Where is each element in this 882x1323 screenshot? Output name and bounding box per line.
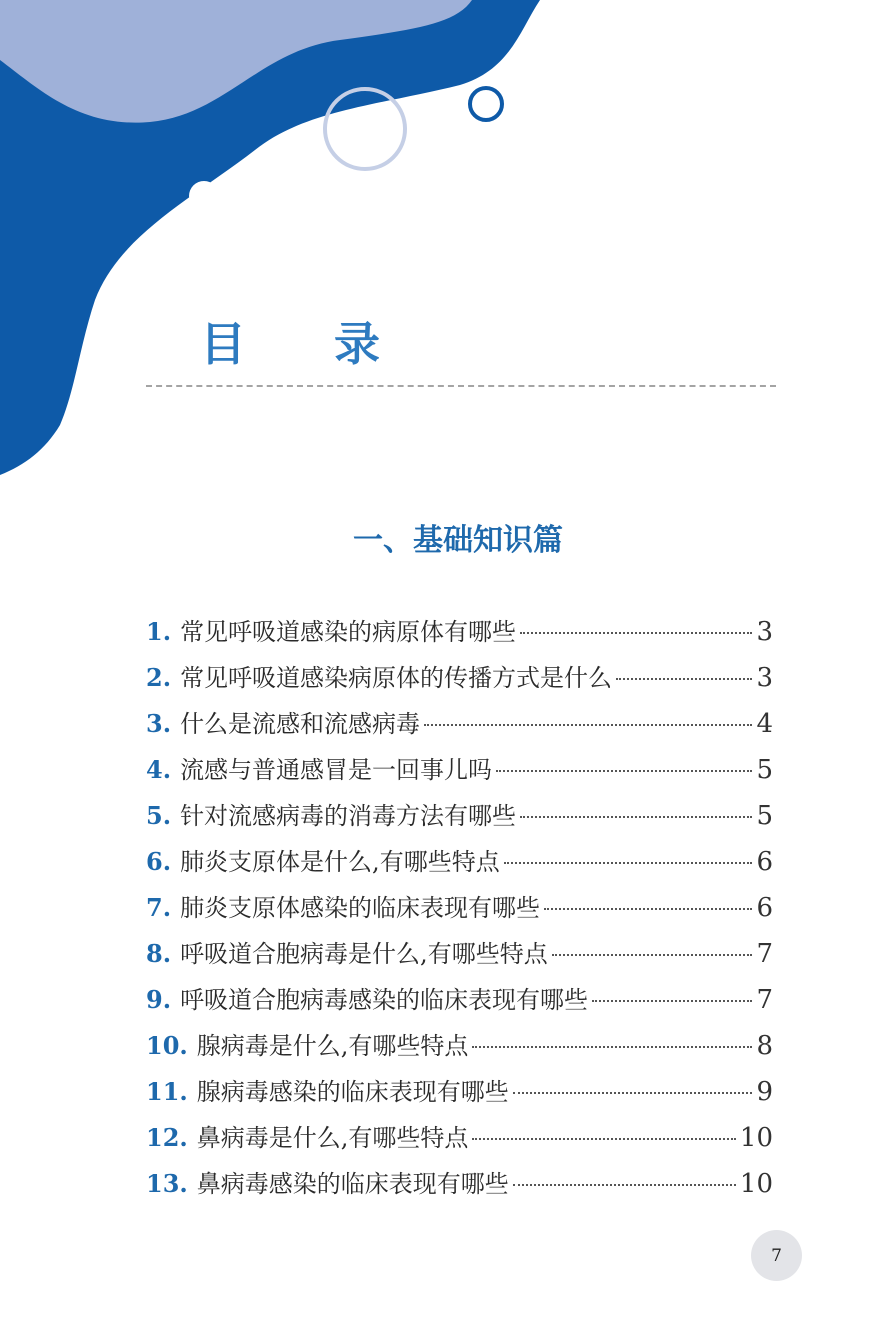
toc-leader-dots	[472, 1046, 752, 1048]
toc-entry-text: 肺炎支原体是什么,有哪些特点	[180, 848, 500, 876]
toc-entry[interactable]	[146, 885, 773, 931]
toc-entry-text: 针对流感病毒的消毒方法有哪些	[180, 802, 517, 830]
toc-entry[interactable]	[146, 701, 773, 747]
toc-entry-number: 1.	[146, 617, 172, 646]
toc-entry-text: 鼻病毒感染的临床表现有哪些	[196, 1170, 509, 1198]
toc-entry-page: 8	[756, 1031, 773, 1061]
toc-entry-page: 7	[756, 939, 773, 969]
toc-entry-text: 呼吸道合胞病毒是什么,有哪些特点	[180, 940, 548, 968]
toc-entry-text: 常见呼吸道感染病原体的传播方式是什么	[180, 664, 613, 692]
outline-circle-small	[470, 88, 502, 120]
toc-entry-text: 流感与普通感冒是一回事儿吗	[180, 756, 493, 784]
toc-entry-page: 7	[756, 985, 773, 1015]
toc-leader-dots	[592, 1000, 752, 1002]
title-divider	[146, 385, 776, 387]
toc-entry[interactable]	[146, 977, 773, 1023]
toc-entry-text: 肺炎支原体感染的临床表现有哪些	[180, 894, 541, 922]
toc-entry-page: 5	[756, 755, 773, 785]
toc-leader-dots	[513, 1184, 736, 1186]
toc-entry[interactable]	[146, 931, 773, 977]
toc-entry-number: 11.	[146, 1077, 188, 1106]
toc-entry-number: 4.	[146, 755, 172, 784]
toc-entry-number: 9.	[146, 985, 172, 1014]
toc-entry-number: 5.	[146, 801, 172, 830]
toc-entry-number: 12.	[146, 1123, 188, 1152]
toc-entry-page: 3	[756, 663, 773, 693]
toc-entry[interactable]	[146, 1115, 773, 1161]
toc-entry-page: 10	[739, 1169, 773, 1199]
toc-entry-page: 10	[739, 1123, 773, 1153]
toc-entry-number: 13.	[146, 1169, 188, 1198]
toc-leader-dots	[520, 632, 752, 634]
white-dot	[189, 181, 219, 211]
toc-entry[interactable]	[146, 839, 773, 885]
toc-leader-dots	[424, 724, 752, 726]
toc-leader-dots	[472, 1138, 736, 1140]
toc-entry[interactable]	[146, 1069, 773, 1115]
toc-entry-text: 什么是流感和流感病毒	[180, 710, 421, 738]
toc-entry[interactable]	[146, 1023, 773, 1069]
header-decoration	[0, 0, 882, 520]
page-number: 7	[771, 1245, 782, 1266]
toc-leader-dots	[544, 908, 752, 910]
page-number-badge	[751, 1230, 802, 1281]
toc-entry[interactable]	[146, 609, 773, 655]
toc-entry-number: 8.	[146, 939, 172, 968]
toc-entry-number: 10.	[146, 1031, 188, 1060]
toc-entry-page: 3	[756, 617, 773, 647]
toc-entry[interactable]	[146, 1161, 773, 1207]
toc-leader-dots	[520, 816, 752, 818]
toc-leader-dots	[496, 770, 752, 772]
toc-entry[interactable]	[146, 747, 773, 793]
toc-leader-dots	[504, 862, 753, 864]
toc-entry-text: 常见呼吸道感染的病原体有哪些	[180, 618, 517, 646]
toc-leader-dots	[513, 1092, 753, 1094]
toc-entry-text: 腺病毒是什么,有哪些特点	[196, 1032, 469, 1060]
toc-entry-number: 7.	[146, 893, 172, 922]
toc-entry[interactable]	[146, 793, 773, 839]
toc-entry-page: 9	[756, 1077, 773, 1107]
toc-leader-dots	[616, 678, 752, 680]
toc-entry-text: 呼吸道合胞病毒感染的临床表现有哪些	[180, 986, 589, 1014]
section-title: 一、基础知识篇	[353, 523, 563, 558]
toc-entry-number: 2.	[146, 663, 172, 692]
toc-list	[146, 609, 773, 1207]
toc-entry-page: 4	[756, 709, 773, 739]
toc-entry-page: 5	[756, 801, 773, 831]
toc-entry[interactable]	[146, 655, 773, 701]
toc-entry-text: 鼻病毒是什么,有哪些特点	[196, 1124, 469, 1152]
toc-entry-number: 3.	[146, 709, 172, 738]
page-title: 目 录	[200, 317, 417, 371]
toc-entry-page: 6	[756, 893, 773, 923]
toc-entry-number: 6.	[146, 847, 172, 876]
toc-entry-page: 6	[756, 847, 773, 877]
toc-entry-text: 腺病毒感染的临床表现有哪些	[196, 1078, 509, 1106]
toc-leader-dots	[552, 954, 753, 956]
